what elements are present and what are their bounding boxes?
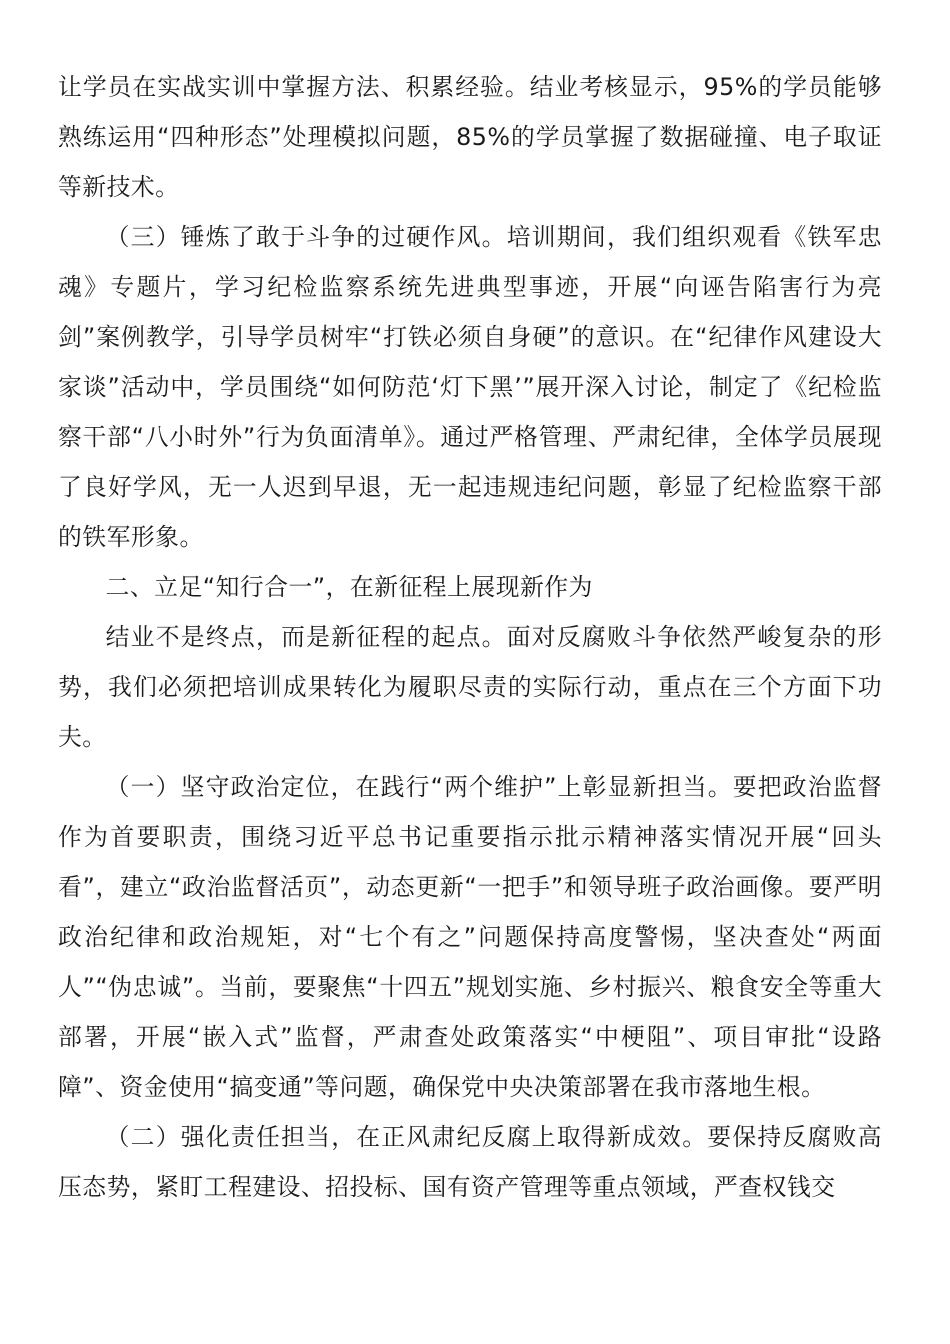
- paragraph-political-position: （一）坚守政治定位，在践行“两个维护”上彰显新担当。要把政治监督作为首要职责，围绕习近平总书记重要指示批示精神落实情况开展“回头看”，建立“政治监督活页”，动态更新“一把手”和领导班子政治画像。要严明政治纪律和政治规矩，对“七个有之”问题保持高度警惕，坚决查处“两面人”“伪忠诚”。当前，要聚焦“十四五”规划实施、乡村振兴、粮食安全等重大部署，开展“嵌入式”监督，严肃查处政策落实“中梗阻”、项目审批“设路障”、资金使用“搞变通”等问题，确保党中央决策部署在我市落地生根。: [58, 773, 882, 1101]
- paragraph-fighting-style: （三）锤炼了敢于斗争的过硬作风。培训期间，我们组织观看《铁军忠魂》专题片，学习纪检监察系统先进典型事迹，开展“向诬告陷害行为亮剑”案例教学，引导学员树牢“打铁必须自身硬”的意识。在“纪律作风建设大家谈”活动中，学员围绕“如何防范‘灯下黑’”展开深入讨论，制定了《纪检监察干部“八小时外”行为负面清单》。通过严格管理、严肃纪律，全体学员展现了良好学风，无一人迟到早退，无一起违规违纪问题，彰显了纪检监察干部的铁军形象。: [58, 223, 882, 551]
- paragraph-training-results-end: 让学员在实战实训中掌握方法、积累经验。结业考核显示，95%的学员能够熟练运用“四种形态”处理模拟问题，85%的学员掌握了数据碰撞、电子取证等新技术。: [58, 73, 882, 201]
- paragraph-responsibility: （二）强化责任担当，在正风肃纪反腐上取得新成效。要保持反腐败高压态势，紧盯工程建设、招投标、国有资产管理等重点领域，严查权钱交: [58, 1123, 882, 1201]
- section-heading-two: 二、立足“知行合一”，在新征程上展现新作为: [105, 573, 593, 601]
- paragraph-new-journey: 结业不是终点，而是新征程的起点。面对反腐败斗争依然严峻复杂的形势，我们必须把培训成果转化为履职尽责的实际行动，重点在三个方面下功夫。: [58, 623, 882, 751]
